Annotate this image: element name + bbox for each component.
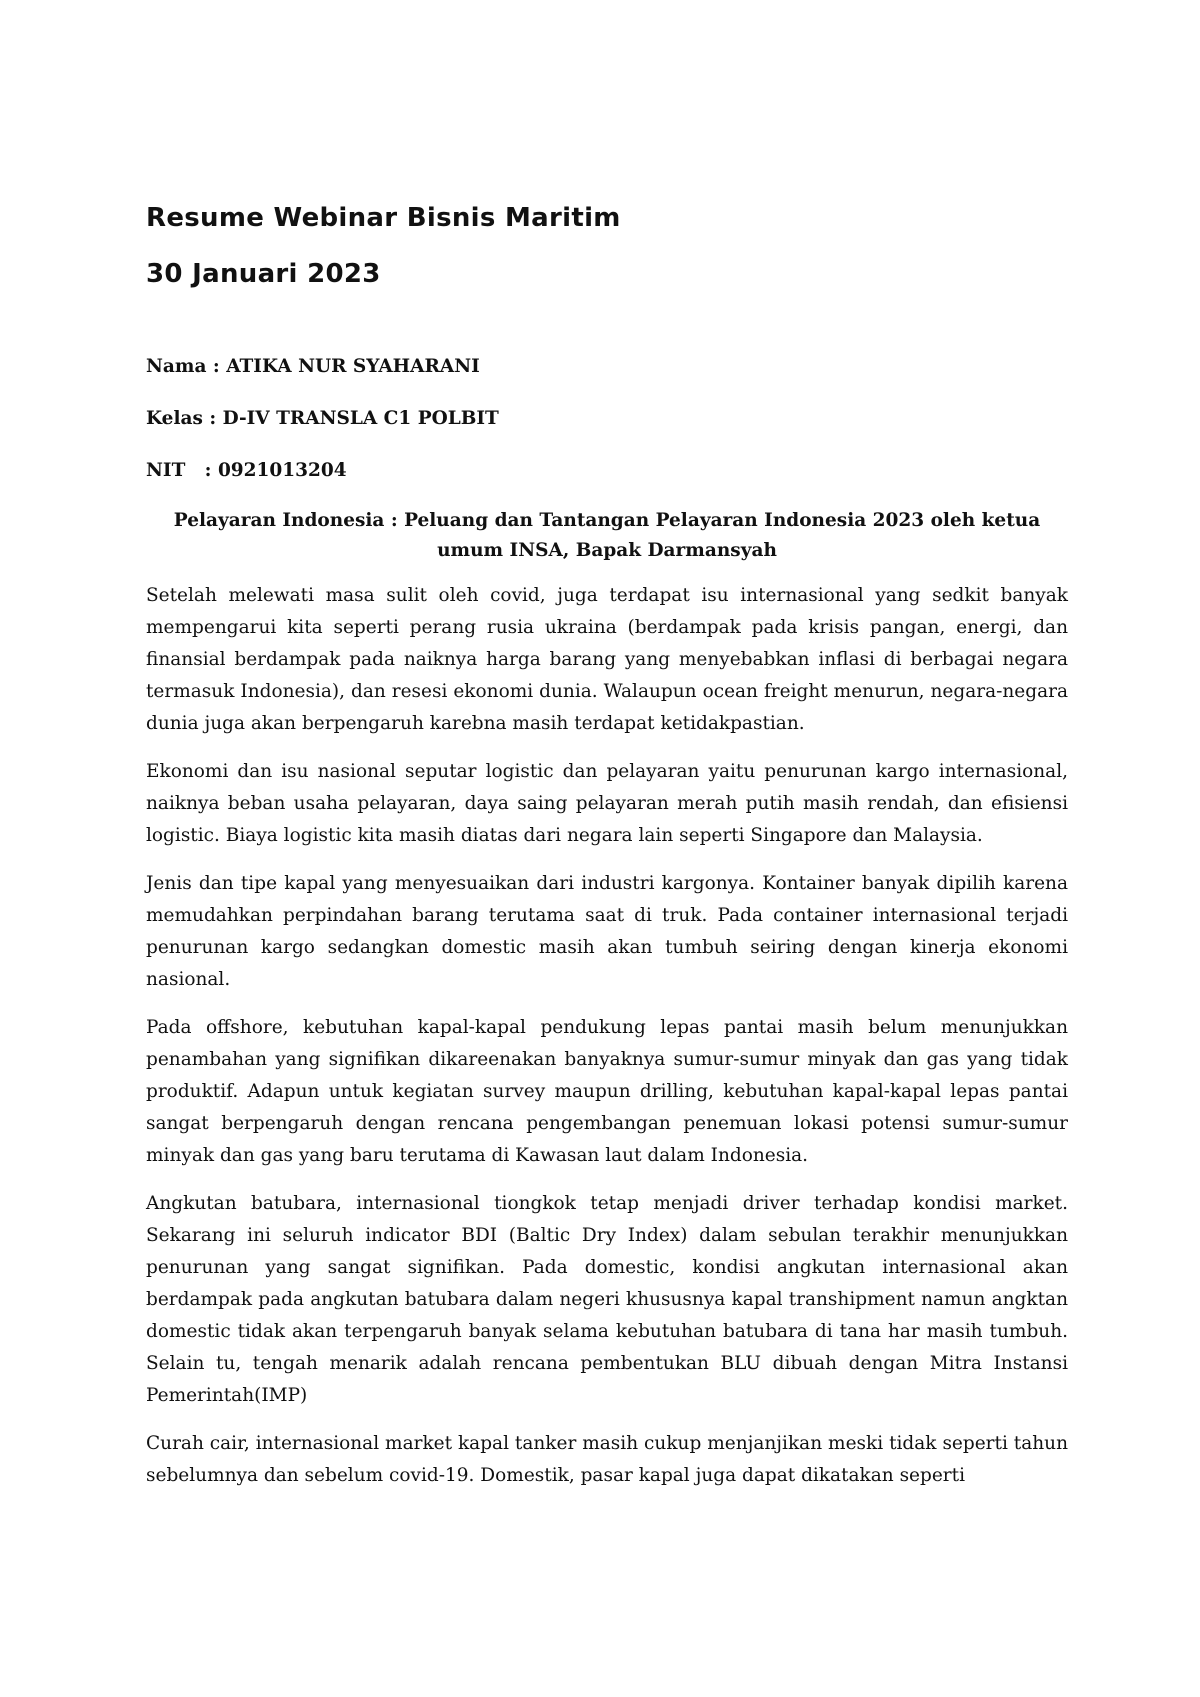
document-date: 30 Januari 2023 (146, 259, 381, 289)
info-row-nama (146, 354, 1068, 380)
info-separator: : (202, 408, 223, 429)
body-paragraph: Setelah melewati masa sulit oleh covid, juga terdapat isu internasional yang sedkit banyak mempengarui kita seperti perang rusia ukraina (berdampak pada krisis pangan, energi, dan finansial berdampak pada naiknya harga barang yang menyebabkan inflasi di berbagai negara termasuk Indonesia), dan resesi ekonomi dunia. Walaupun ocean freight menurun, negara-negara dunia juga akan berpengaruh karebna masih terdapat ketidakpastian. (146, 585, 1068, 734)
body-paragraph: Angkutan batubara, internasional tiongkok tetap menjadi driver terhadap kondisi market. Sekarang ini seluruh indicator BDI (Baltic Dry Index) dalam sebulan terakhir menunjukkan penurunan yang sangat signifikan. Pada domestic, kondisi angkutan internasional akan berdampak pada angkutan batubara dalam negeri khususnya kapal transhipment namun angktan domestic tidak akan terpengaruh banyak selama kebutuhan batubara di tana har masih tumbuh. Selain tu, tengah menarik adalah rencana pembentukan BLU dibuah dengan Mitra Instansi Pemerintah(IMP) (146, 1193, 1068, 1406)
info-value: D-IV TRANSLA C1 POLBIT (222, 408, 499, 429)
info-label: Kelas (146, 408, 203, 429)
info-label: Nama (146, 356, 207, 377)
info-label: NIT (146, 460, 186, 481)
info-value: 0921013204 (217, 460, 347, 481)
info-separator: : (206, 356, 227, 377)
body-paragraph: Pada offshore, kebutuhan kapal-kapal pendukung lepas pantai masih belum menunjukkan penambahan yang signifikan dikareenakan banyaknya sumur-sumur minyak dan gas yang tidak produktif. Adapun untuk kegiatan survey maupun drilling, kebutuhan kapal-kapal lepas pantai sangat berpengaruh dengan rencana pengembangan penemuan lokasi potensi sumur-sumur minyak dan gas yang baru terutama di Kawasan laut dalam Indonesia. (146, 1017, 1068, 1166)
body-paragraph: Curah cair, internasional market kapal tanker masih cukup menjanjikan meski tidak seperti tahun sebelumnya dan sebelum covid-19. Domestik, pasar kapal juga dapat dikatakan seperti (146, 1433, 1068, 1486)
body-paragraph: Ekonomi dan isu nasional seputar logistic dan pelayaran yaitu penurunan kargo internasional, naiknya beban usaha pelayaran, daya saing pelayaran merah putih masih rendah, dan efisiensi logistic. Biaya logistic kita masih diatas dari negara lain seperti Singapore dan Malaysia. (146, 761, 1068, 846)
info-row-nit (146, 458, 1068, 484)
body-paragraph: Jenis dan tipe kapal yang menyesuaikan dari industri kargonya. Kontainer banyak dipilih karena memudahkan perpindahan barang terutama saat di truk. Pada container internasional terjadi penurunan kargo sedangkan domestic masih akan tumbuh seiring dengan kinerja ekonomi nasional. (146, 873, 1068, 990)
document-content (146, 200, 1068, 1492)
info-value: ATIKA NUR SYAHARANI (226, 356, 480, 377)
info-separator: : (185, 460, 218, 481)
document-title: Resume Webinar Bisnis Maritim (146, 203, 621, 233)
info-row-kelas (146, 406, 1068, 432)
section-subtitle: Pelayaran Indonesia : Peluang dan Tantangan Pelayaran Indonesia 2023 oleh ketua umum INSA, Bapak Darmansyah (173, 510, 1041, 561)
